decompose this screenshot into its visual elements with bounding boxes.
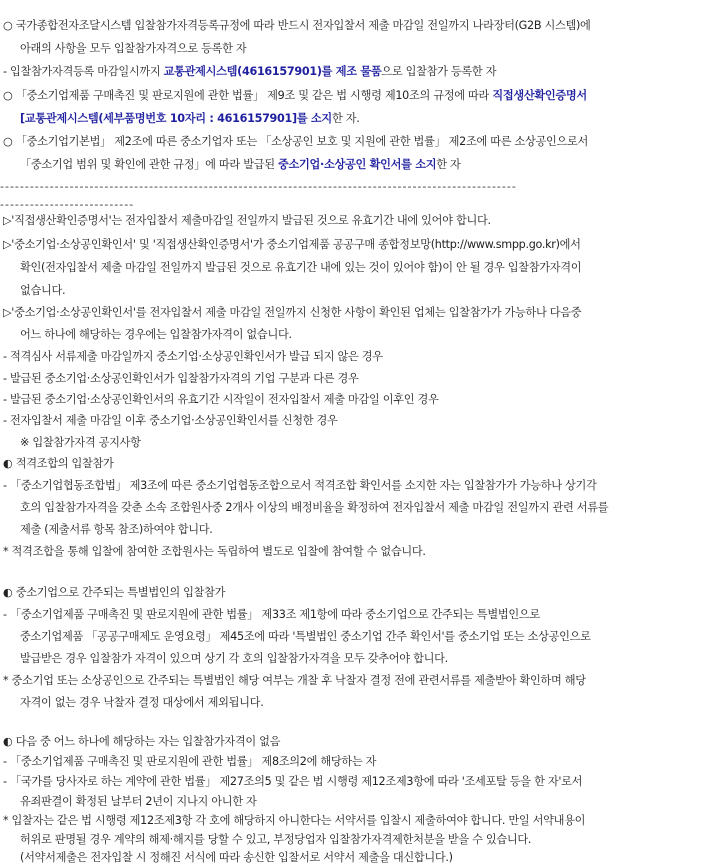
- note-2-line-1: ▷'중소기업·소상공인확인서' 및 '직접생산확인증명서'가 중소기업제품 공공구매 종합정보망(http://www.smpp.go.kr)에서: [3, 238, 581, 251]
- sme-cert-highlight: 중소기업·소상공인 확인서를 소지: [277, 158, 437, 171]
- intro-line-7: [20, 156, 718, 174]
- intro-line-5-tail: 한 자.: [331, 112, 360, 125]
- section-3-note-line-2: 허위로 판명될 경우 계약의 해제·해지를 당할 수 있고, 부정당업자 입찰참가자격제한처분을 받을 수 있습니다.: [20, 833, 532, 846]
- note-2-line-3: 없습니다.: [20, 284, 66, 297]
- section-2-note-line-1: * 중소기업 또는 소상공인으로 간주되는 특별법인 해당 여부는 개찰 후 낙찰자 결정 전에 관련서류를 제출받아 확인하며 해당: [3, 674, 586, 687]
- note-dash-3: - 발급된 중소기업·소상공인확인서의 유효기간 시작일이 전자입찰서 제출 마감일 이후인 경우: [3, 393, 439, 406]
- section-1-line-3: 제출 (제출서류 항목 참조)하여야 합니다.: [20, 523, 213, 536]
- section-1-line-2: 호의 입찰참가자격을 갖춘 소속 조합원사중 2개사 이상의 배정비율을 확정하여 전자입찰서 제출 마감일 전일까지 관련 서류를: [20, 501, 609, 514]
- section-3-line-2: - 「국가를 당사자로 하는 계약에 관한 법률」 제27조의5 및 같은 법 시행령 제12조제3항에 따라 '조세포탈 등을 한 자'로서: [3, 775, 583, 788]
- product-number-highlight: [교통관제시스템(세부품명번호 10자리 : 4616157901]를 소지: [20, 112, 332, 125]
- notice-heading: ※ 입찰참가자격 공지사항: [20, 436, 141, 449]
- direct-production-cert-highlight: 직접생산확인증명서: [492, 89, 587, 102]
- intro-line-3-tail: 으로 입찰참가 등록한 자: [381, 65, 497, 78]
- intro-line-3-text: - 입찰참가자격등록 마감일시까지: [3, 65, 164, 78]
- intro-line-3: [3, 63, 718, 81]
- note-2-line-2: 확인(전자입찰서 제출 마감일 전일까지 발급된 것으로 유효기간 내에 있는 것이 있어야 함)이 안 될 경우 입찰참가자격이: [20, 261, 582, 274]
- product-registration-highlight: 교통관제시스템(4616157901)를 제조 물품: [163, 65, 382, 78]
- section-1-note: * 적격조합을 통해 입찰에 참여한 조합원사는 독립하여 별도로 입찰에 참여할 수 없습니다.: [3, 545, 426, 558]
- section-2-line-2: 중소기업제품 「공공구매제도 운영요령」 제45조에 따라 '특별법인 중소기업 간주 확인서'를 중소기업 또는 소상공인으로: [20, 630, 591, 643]
- section-1-title: ◐ 적격조합의 입찰참가: [3, 457, 114, 470]
- section-3-note-line-1: * 입찰자는 같은 법 시행령 제12조제3항 각 호에 해당하지 아니한다는 서약서를 입찰시 제출하여야 합니다. 만일 서약내용이: [3, 814, 586, 827]
- section-3-line-3: 유죄판결이 확정된 날부터 2년이 지나지 아니한 자: [20, 795, 257, 808]
- note-dash-4: - 전자입찰서 제출 마감일 이후 중소기업·소상공인확인서를 신청한 경우: [3, 414, 338, 427]
- section-3-line-1: - 「중소기업제품 구매촉진 및 판로지원에 관한 법률」 제8조의2에 해당하는 자: [3, 755, 377, 768]
- section-3-note-line-3: (서약서제출은 전자입찰 시 정해진 서식에 따라 송신한 입찰서로 서약서 제출을 대신합니다.): [20, 851, 453, 864]
- section-2-line-3: 발급받은 경우 입찰참가 자격이 있으며 상기 각 호의 입찰참가자격을 모두 갖추어야 합니다.: [20, 652, 448, 665]
- section-1-line-1: - 「중소기업협동조합법」 제3조에 따른 중소기업협동조합으로서 적격조합 확인서를 소지한 자는 입찰참가가 가능하나 상기각: [3, 479, 597, 492]
- intro-line-2: 아래의 사항을 모두 입찰참가자격으로 등록한 자: [20, 42, 247, 55]
- note-1: ▷'직접생산확인증명서'는 전자입찰서 제출마감일 전일까지 발급된 것으로 유효기간 내에 있어야 합니다.: [3, 214, 491, 227]
- note-3-line-2: 어느 하나에 해당하는 경우에는 입찰참가자격이 없습니다.: [20, 328, 292, 341]
- section-3-title: ◐ 다음 중 어느 하나에 해당하는 자는 입찰참가자격이 없음: [3, 735, 281, 748]
- intro-line-7-tail: 한 자: [436, 158, 461, 171]
- divider-line-1: --------------------------------------------------------------------------------------------------------: [0, 180, 517, 193]
- intro-line-5: [20, 110, 718, 128]
- note-dash-1: - 적격심사 서류제출 마감일까지 중소기업·소상공인확인서가 발급 되지 않은 경우: [3, 350, 383, 363]
- divider-line-2: ---------------------------: [0, 198, 135, 211]
- section-2-title: ◐ 중소기업으로 간주되는 특별법인의 입찰참가: [3, 586, 226, 599]
- intro-line-7-text: 「중소기업 범위 및 확인에 관한 규정」에 따라 발급된: [20, 158, 278, 171]
- note-dash-2: - 발급된 중소기업·소상공인확인서가 입찰참가자격의 기업 구분과 다른 경우: [3, 372, 359, 385]
- intro-line-6: ○ 「중소기업기본법」 제2조에 따른 중소기업자 또는 「소상공인 보호 및 지원에 관한 법률」 제2조에 따른 소상공인으로서: [3, 135, 589, 148]
- intro-line-4-text: ○ 「중소기업제품 구매촉진 및 판로지원에 관한 법률」 제9조 및 같은 법 시행령 제10조의 규정에 따라: [3, 89, 493, 102]
- section-2-line-1: - 「중소기업제품 구매촉진 및 판로지원에 관한 법률」 제33조 제1항에 따라 중소기업으로 간주되는 특별법인으로: [3, 608, 540, 621]
- intro-line-4: [3, 87, 718, 105]
- note-3-line-1: ▷'중소기업·소상공인확인서'를 전자입찰서 제출 마감일 전일까지 신청한 사항이 확인된 업체는 입찰참가가 가능하나 다음중: [3, 306, 582, 319]
- section-2-note-line-2: 자격이 없는 경우 낙찰자 결정 대상에서 제외됩니다.: [20, 696, 264, 709]
- intro-line-1: ○ 국가종합전자조달시스템 입찰참가자격등록규정에 따라 반드시 전자입찰서 제출 마감일 전일까지 나라장터(G2B 시스템)에: [3, 19, 591, 32]
